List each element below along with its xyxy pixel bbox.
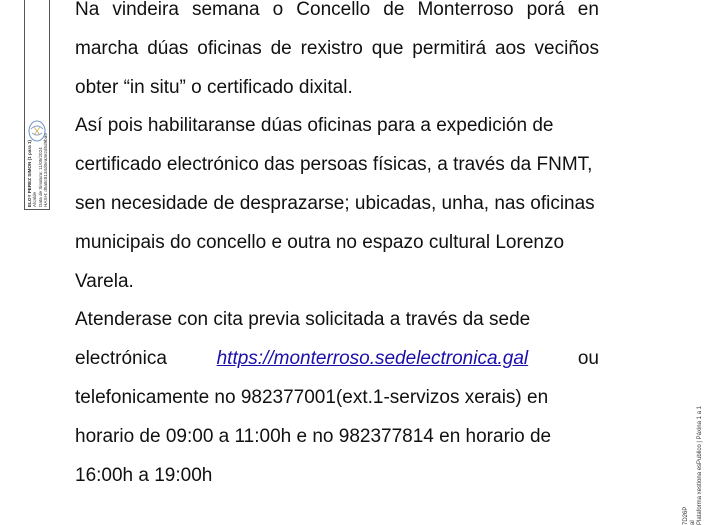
text-line: Varela. <box>75 270 134 292</box>
paragraph-1 <box>75 0 599 107</box>
link-suffix: ou <box>577 348 599 370</box>
platform-stamp-page: Plataforma xestiona esPublico | Páxina 1 a 1 <box>697 406 703 525</box>
signature-stamp <box>24 0 50 210</box>
document-body <box>75 0 599 495</box>
text-line: Así pois habilitaranse dúas oficinas para a expedición de <box>75 115 554 137</box>
signature-date: Data de Sinatura: 11/05/2024 <box>37 147 43 207</box>
text-line: obter “in situ” o certificado dixital. <box>75 76 353 98</box>
paragraph-3 <box>75 301 599 495</box>
signer-role: Alcalde <box>32 191 38 207</box>
text-line: telefonicamente no 982377001(ext.1-servizos xerais) en <box>75 386 549 408</box>
signature-hash: HASH: d5a8c8134d0ea3e2d5d9ba9 <box>43 133 49 207</box>
text-line: sen necesidade de desprazarse; ubicadas, unha, nas oficinas <box>75 192 595 214</box>
sede-electronica-link[interactable]: https://monterroso.sedelectronica.gal <box>216 348 529 370</box>
text-line: municipais do concello e outra no espazo cultural Lorenzo <box>75 231 565 253</box>
platform-stamp <box>683 285 704 525</box>
text-line-with-link <box>75 340 599 379</box>
text-line: certificado electrónico das persoas físicas, a través da FNMT, <box>75 154 593 176</box>
paragraph-2 <box>75 107 599 301</box>
text-line: horario de 09:00 a 11:00h e no 982377814 en horario de <box>75 425 552 447</box>
text-line: 16:00h a 19:00h <box>75 464 213 486</box>
municipal-seal-icon <box>27 118 47 144</box>
text-line: marcha dúas oficinas de rexistro que permitirá aos veciños <box>75 37 599 59</box>
platform-stamp-code: 7D26P <box>683 506 689 525</box>
platform-stamp-line2: al <box>690 520 696 525</box>
signer-name: ELOY PEREZ SIMON (1 para 1) <box>27 139 32 207</box>
text-line: Atenderase con cita previa solicitada a través da sede <box>75 309 531 331</box>
link-prefix: electrónica <box>75 348 167 370</box>
signature-stamp-text <box>27 1 49 207</box>
text-line: Na vindeira semana o Concello de Monterroso porá en <box>75 0 599 20</box>
